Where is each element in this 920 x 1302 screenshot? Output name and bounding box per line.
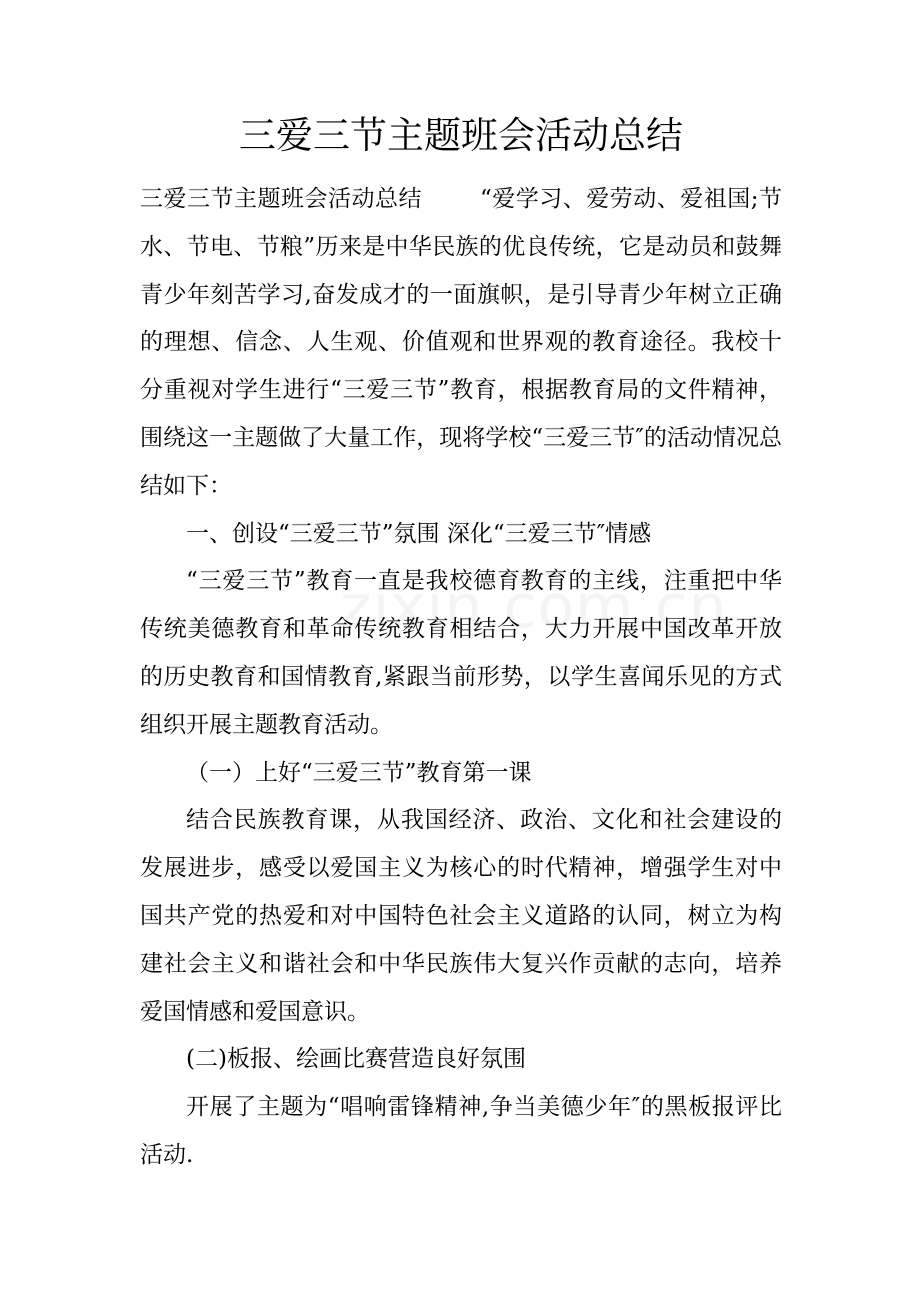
section1-paragraph: “三爱三节”教育一直是我校德育教育的主线，注重把中华传统美德教育和革命传统教育相结合，大力开展中国改革开放的历史教育和国情教育,紧跟当前形势，以学生喜闻乐见的方式组织开展主题教育活动。: [140, 568, 782, 738]
sub1-paragraph: 结合民族教育课，从我国经济、政治、文化和社会建设的发展进步，感受以爱国主义为核心的时代精神，增强学生对中国共产党的热爱和对中国特色社会主义道路的认同，树立为构建社会主义和谐社会和中华民族伟大复兴作贡献的志向，培养爱国情感和爱国意识。: [140, 807, 782, 1025]
intro-body: “爱学习、爱劳动、爱祖国;节水、节电、节粮”历来是中华民族的优良传统，它是动员和鼓舞青少年刻苦学习,奋发成才的一面旗帜，是引导青少年树立正确的理想、信念、人生观、价值观和世界观的教育途径。我校十分重视对学生进行“三爱三节”教育，根据教育局的文件精神，围绕这一主题做了大量工作，现将学校“三爱三节″的活动情况总结如下：: [140, 186, 782, 499]
section1-heading: 一、创设“三爱三节”氛围 深化“三爱三节″情感: [186, 520, 652, 547]
document-title: 三爱三节主题班会活动总结: [239, 114, 683, 157]
document-body: [140, 176, 782, 1180]
sub1-heading: （一）上好“三爱三节”教育第一课: [186, 759, 532, 786]
sub2-heading: (二)板报、绘画比赛营造良好氛围: [186, 1046, 526, 1073]
intro-paragraph: [140, 176, 782, 511]
intro-lead: 三爱三节主题班会活动总结: [140, 186, 422, 212]
sub2-paragraph: 开展了主题为“唱响雷锋精神,争当美德少年″的黑板报评比活动.: [140, 1094, 782, 1168]
